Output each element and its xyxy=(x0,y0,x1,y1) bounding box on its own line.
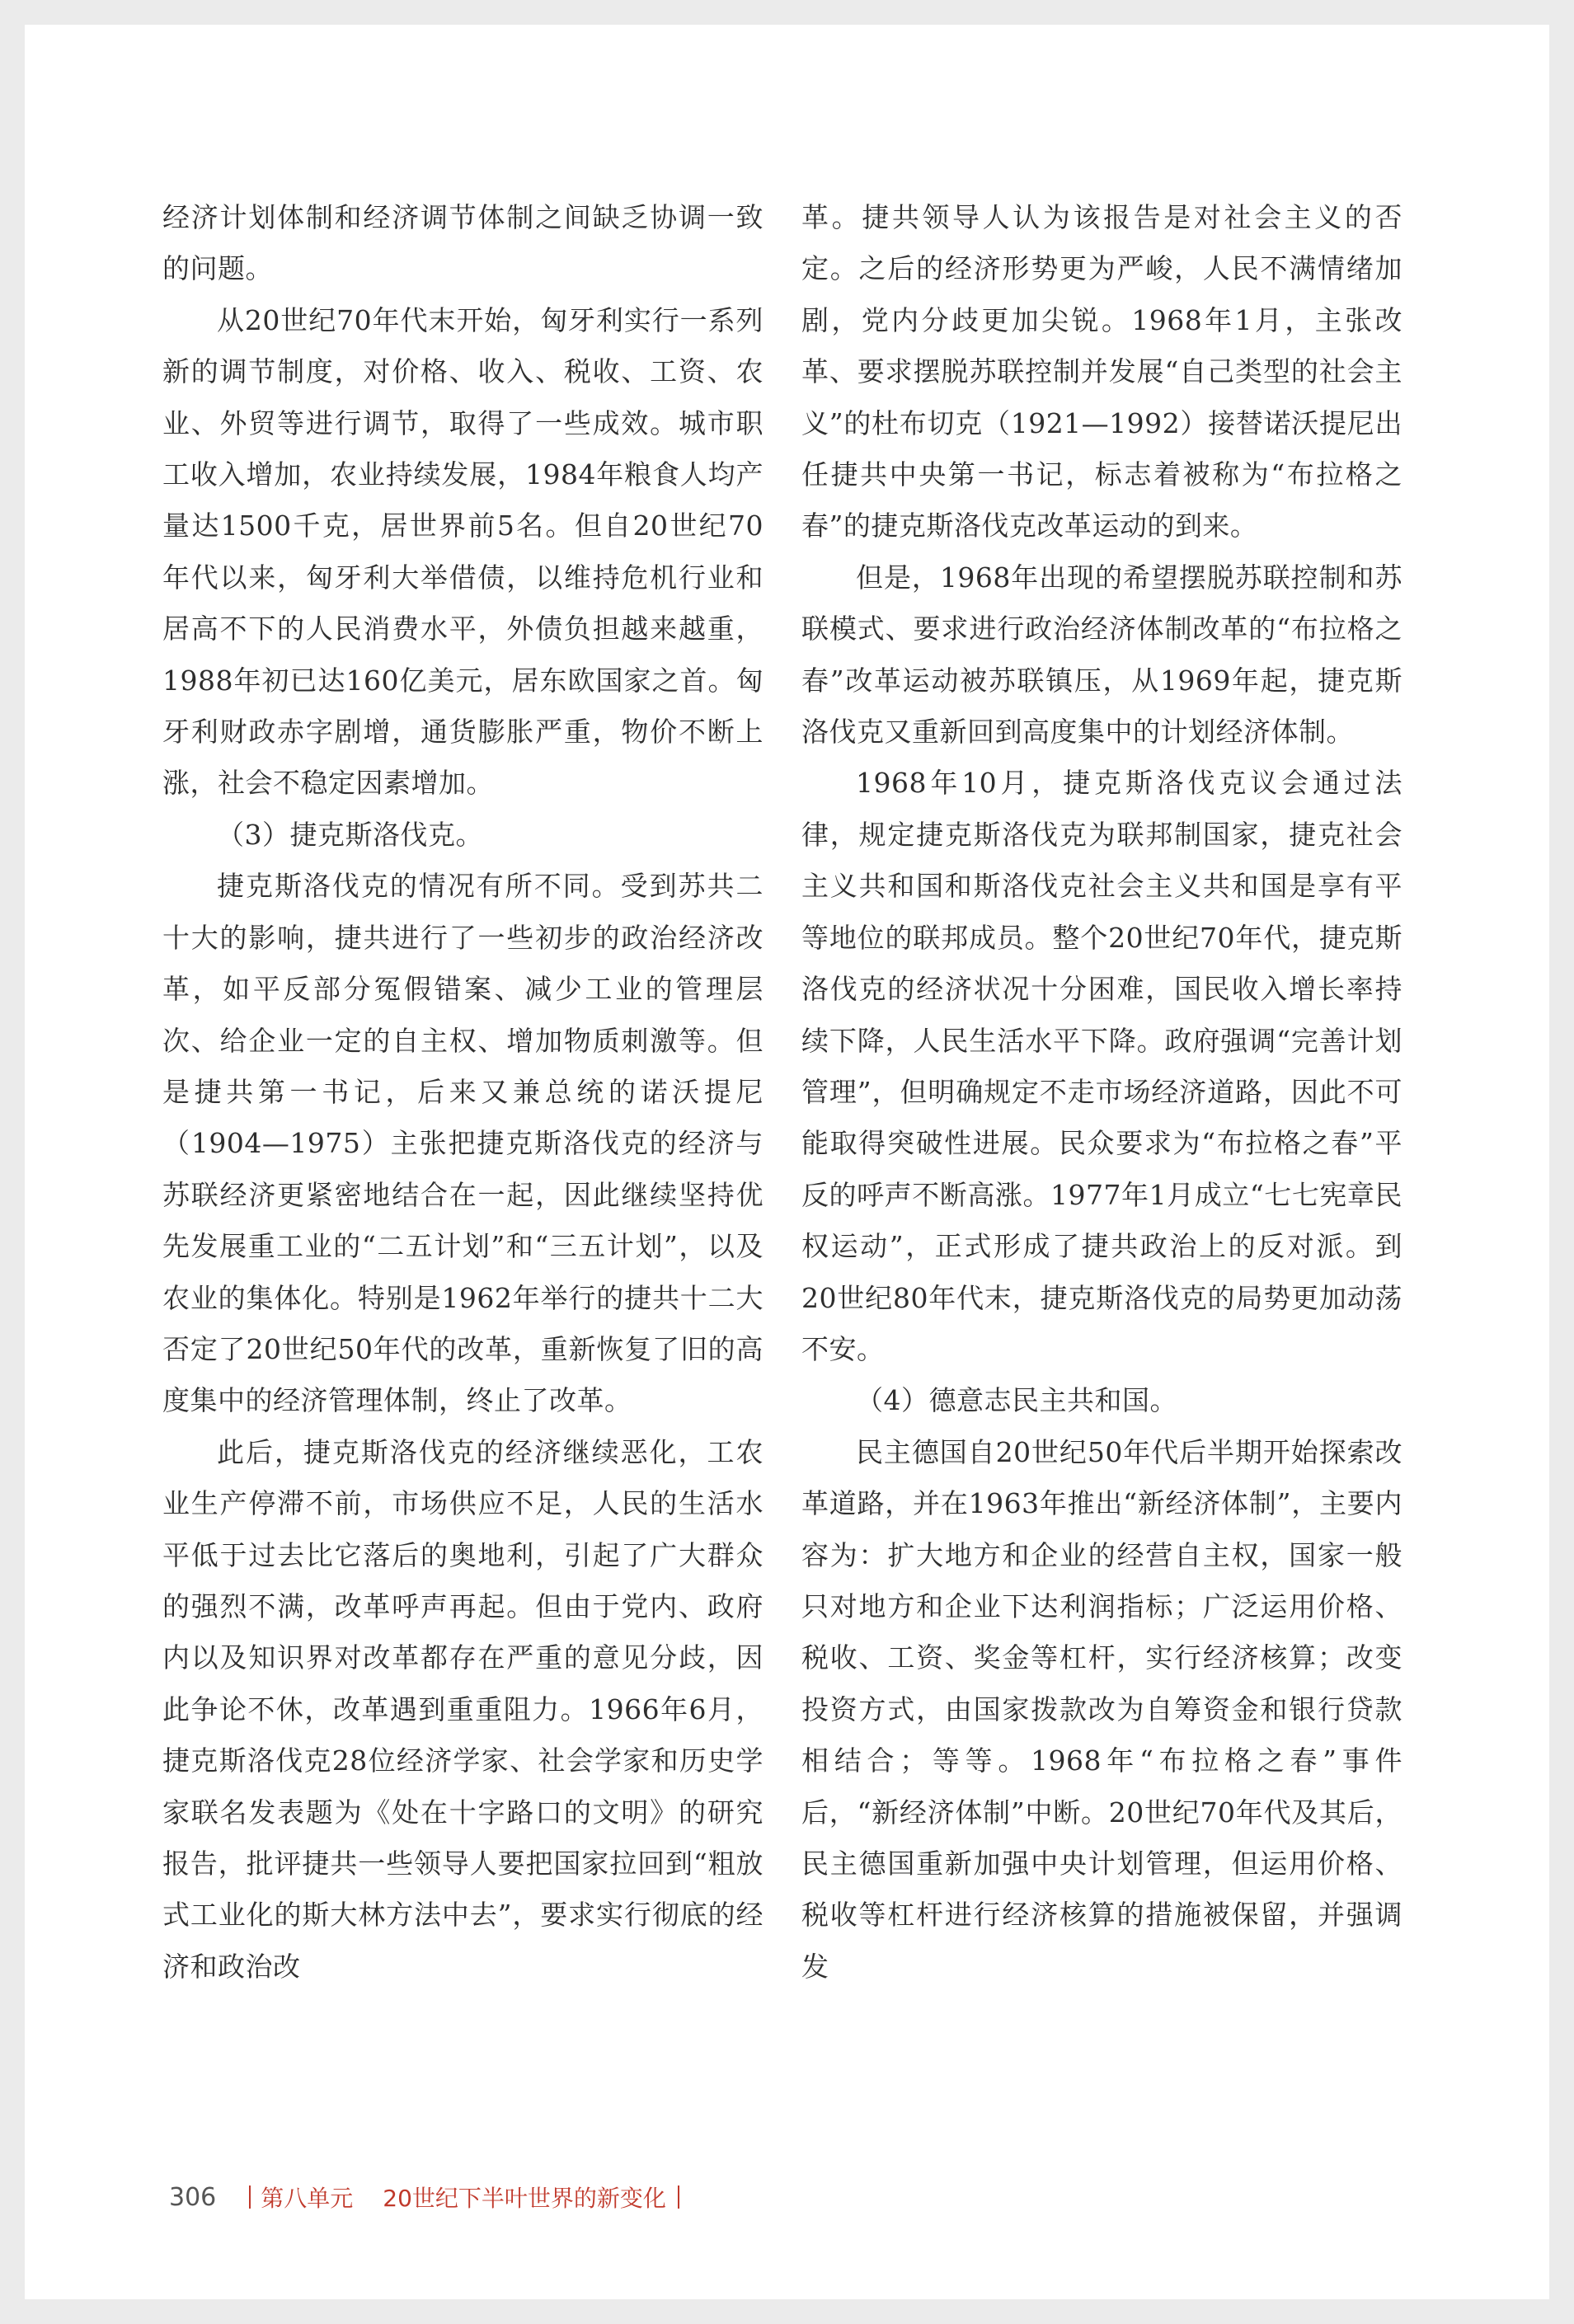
paragraph: 经济计划体制和经济调节体制之间缺乏协调一致的问题。 xyxy=(162,201,764,285)
paragraph: 此后，捷克斯洛伐克的经济继续恶化，工农业生产停滞不前，市场供应不足，人民的生活水平低于过去比它落后的奥地利，引起了广大群众的强烈不满，改革呼声再起。但由于党内、政府内以及知识界对改革都存在严重的意见分歧，因此争论不休，改革遇到重重阻力。1966年6月，捷克斯洛伐克28位经济学家、社会学家和历史学家联名发表题为《处在十字路口的文明》的研究报告，批评捷共一些领导人要把国家拉回到“粗放式工业化的斯大林方法中去”，要求实行彻底的经济和政治改 xyxy=(162,1435,764,1983)
section-heading: （3）捷克斯洛伐克。 xyxy=(217,818,483,851)
paragraph: 民主德国自20世纪50年代后半期开始探索改革道路，并在1963年推出“新经济体制”，主要内容为：扩大地方和企业的经营自主权，国家一般只对地方和企业下达利润指标；广泛运用价格、税收、工资、奖金等杠杆，实行经济核算；改变投资方式，由国家拨款改为自筹资金和银行贷款相结合；等等。1968年“布拉格之春”事件后，“新经济体制”中断。20世纪70年代及其后，民主德国重新加强中央计划管理，但运用价格、税收等杠杆进行经济核算的措施被保留，并强调发 xyxy=(801,1435,1403,1983)
footer-divider xyxy=(678,2185,679,2209)
paragraph: 革。捷共领导人认为该报告是对社会主义的否定。之后的经济形势更为严峻，人民不满情绪加剧，党内分歧更加尖锐。1968年1月，主张改革、要求摆脱苏联控制并发展“自己类型的社会主义”的杜布切克（1921—1992）接替诺沃提尼出任捷共中央第一书记，标志着被称为“布拉格之春”的捷克斯洛伐克改革运动的到来。 xyxy=(801,201,1403,542)
section-heading: （4）德意志民主共和国。 xyxy=(856,1384,1177,1417)
chapter-title: 20世纪下半叶世界的新变化 xyxy=(383,2185,666,2212)
paragraph: 但是，1968年出现的希望摆脱苏联控制和苏联模式、要求进行政治经济体制改革的“布拉格之春”改革运动被苏联镇压，从1969年起，捷克斯洛伐克又重新回到高度集中的计划经济体制。 xyxy=(801,561,1403,749)
paragraph: 从20世纪70年代末开始，匈牙利实行一系列新的调节制度，对价格、收入、税收、工资、农业、外贸等进行调节，取得了一些成效。城市职工收入增加，农业持续发展，1984年粮食人均产量达1500千克，居世界前5名。但自20世纪70年代以来，匈牙利大举借债，以维持危机行业和居高不下的人民消费水平，外债负担越来越重，1988年初已达160亿美元，居东欧国家之首。匈牙利财政赤字剧增，通货膨胀严重，物价不断上涨，社会不稳定因素增加。 xyxy=(162,303,764,800)
right-column xyxy=(801,192,1403,1993)
footer-divider xyxy=(249,2185,251,2209)
page-number: 306 xyxy=(169,2182,217,2212)
page xyxy=(25,25,1549,2299)
paragraph: 1968年10月，捷克斯洛伐克议会通过法律，规定捷克斯洛伐克为联邦制国家，捷克社会主义共和国和斯洛伐克社会主义共和国是享有平等地位的联邦成员。整个20世纪70年代，捷克斯洛伐克的经济状况十分困难，国民收入增长率持续下降，人民生活水平下降。政府强调“完善计划管理”，但明确规定不走市场经济道路，因此不可能取得突破性进展。民众要求为“布拉格之春”平反的呼声不断高涨。1977年1月成立“七七宪章民权运动”，正式形成了捷共政治上的反对派。到20世纪80年代末，捷克斯洛伐克的局势更加动荡不安。 xyxy=(801,767,1403,1365)
unit-label: 第八单元 xyxy=(261,2185,354,2212)
paragraph: 捷克斯洛伐克的情况有所不同。受到苏共二十大的影响，捷共进行了一些初步的政治经济改革，如平反部分冤假错案、减少工业的管理层次、给企业一定的自主权、增加物质刺激等。但是捷共第一书记，后来又兼总统的诺沃提尼（1904—1975）主张把捷克斯洛伐克的经济与苏联经济更紧密地结合在一起，因此继续坚持优先发展重工业的“二五计划”和“三五计划”，以及农业的集体化。特别是1962年举行的捷共十二大否定了20世纪50年代的改革，重新恢复了旧的高度集中的经济管理体制，终止了改革。 xyxy=(162,870,764,1417)
page-footer xyxy=(169,2176,679,2218)
left-column xyxy=(162,192,764,1993)
